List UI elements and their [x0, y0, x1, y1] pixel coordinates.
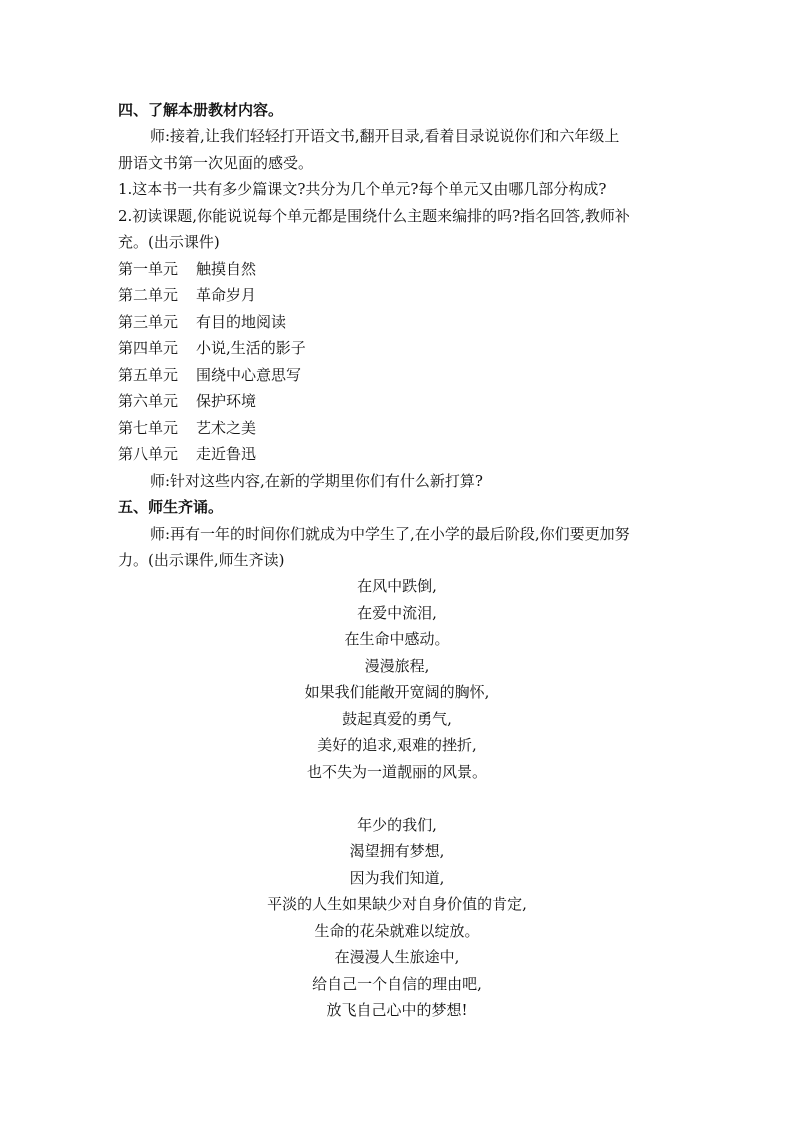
poem-line: 鼓起真爱的勇气,	[342, 710, 452, 728]
unit-number: 第四单元	[118, 339, 179, 357]
poem-line: 年少的我们,	[357, 816, 437, 834]
poem-line: 也不失为一道靓丽的风景。	[306, 763, 487, 781]
unit-theme: 小说,生活的影子	[196, 339, 306, 357]
section4-teacher-para-line1: 师:接着,让我们轻轻打开语文书,翻开目录,看着目录说说你们和六年级上	[150, 127, 620, 145]
poem-line: 在漫漫人生旅途中,	[334, 948, 460, 966]
unit-number: 第八单元	[118, 445, 179, 463]
unit-row	[118, 256, 256, 282]
poem-line: 在生命中感动。	[344, 630, 450, 648]
poem-line: 如果我们能敞开宽阔的胸怀,	[304, 683, 490, 701]
unit-theme: 走近鲁迅	[196, 445, 257, 463]
section5-heading: 五、师生齐诵。	[118, 498, 224, 516]
unit-number: 第二单元	[118, 286, 179, 304]
poem-line: 生命的花朵就难以绽放。	[314, 922, 480, 940]
unit-number: 第五单元	[118, 366, 179, 384]
unit-row	[118, 282, 256, 308]
section5-teacher-para-line1: 师:再有一年的时间你们就成为中学生了,在小学的最后阶段,你们要更加努	[150, 525, 630, 543]
section4-teacher-para-line2: 册语文书第一次见面的感受。	[118, 154, 314, 172]
poem-line: 在爱中流泪,	[357, 604, 437, 622]
unit-number: 第一单元	[118, 260, 179, 278]
poem-line: 因为我们知道,	[349, 869, 445, 887]
poem-line: 放飞自己心中的梦想!	[326, 1001, 468, 1019]
section4-heading: 四、了解本册教材内容。	[118, 101, 284, 119]
question-2-line2: 充。(出示课件)	[118, 233, 220, 251]
poem-line: 平淡的人生如果缺少对自身价值的肯定,	[267, 895, 527, 913]
unit-row	[118, 441, 256, 467]
poem-line: 在风中跌倒,	[357, 577, 437, 595]
poem-line: 美好的追求,艰难的挫折,	[317, 736, 477, 754]
unit-theme: 有目的地阅读	[196, 313, 287, 331]
poem-line: 漫漫旅程,	[364, 657, 430, 675]
unit-number: 第三单元	[118, 313, 179, 331]
unit-row	[118, 362, 301, 388]
unit-row	[118, 309, 286, 335]
unit-theme: 革命岁月	[196, 286, 257, 304]
unit-number: 第七单元	[118, 419, 179, 437]
teacher-followup: 师:针对这些内容,在新的学期里你们有什么新打算?	[150, 472, 483, 490]
question-2-line1: 2.初读课题,你能说说每个单元都是围绕什么主题来编排的吗?指名回答,教师补	[118, 207, 630, 225]
question-1: 1.这本书一共有多少篇课文?共分为几个单元?每个单元又由哪几部分构成?	[118, 180, 607, 198]
unit-theme: 保护环境	[196, 392, 257, 410]
unit-theme: 触摸自然	[196, 260, 257, 278]
unit-row	[118, 388, 256, 414]
unit-row	[118, 335, 306, 361]
section5-teacher-para-line2: 力。(出示课件,师生齐读)	[118, 551, 285, 569]
poem-line: 给自己一个自信的理由吧,	[312, 975, 482, 993]
poem-line: 渴望拥有梦想,	[349, 842, 445, 860]
unit-theme: 围绕中心意思写	[196, 366, 302, 384]
unit-number: 第六单元	[118, 392, 179, 410]
unit-row	[118, 415, 256, 441]
unit-theme: 艺术之美	[196, 419, 257, 437]
